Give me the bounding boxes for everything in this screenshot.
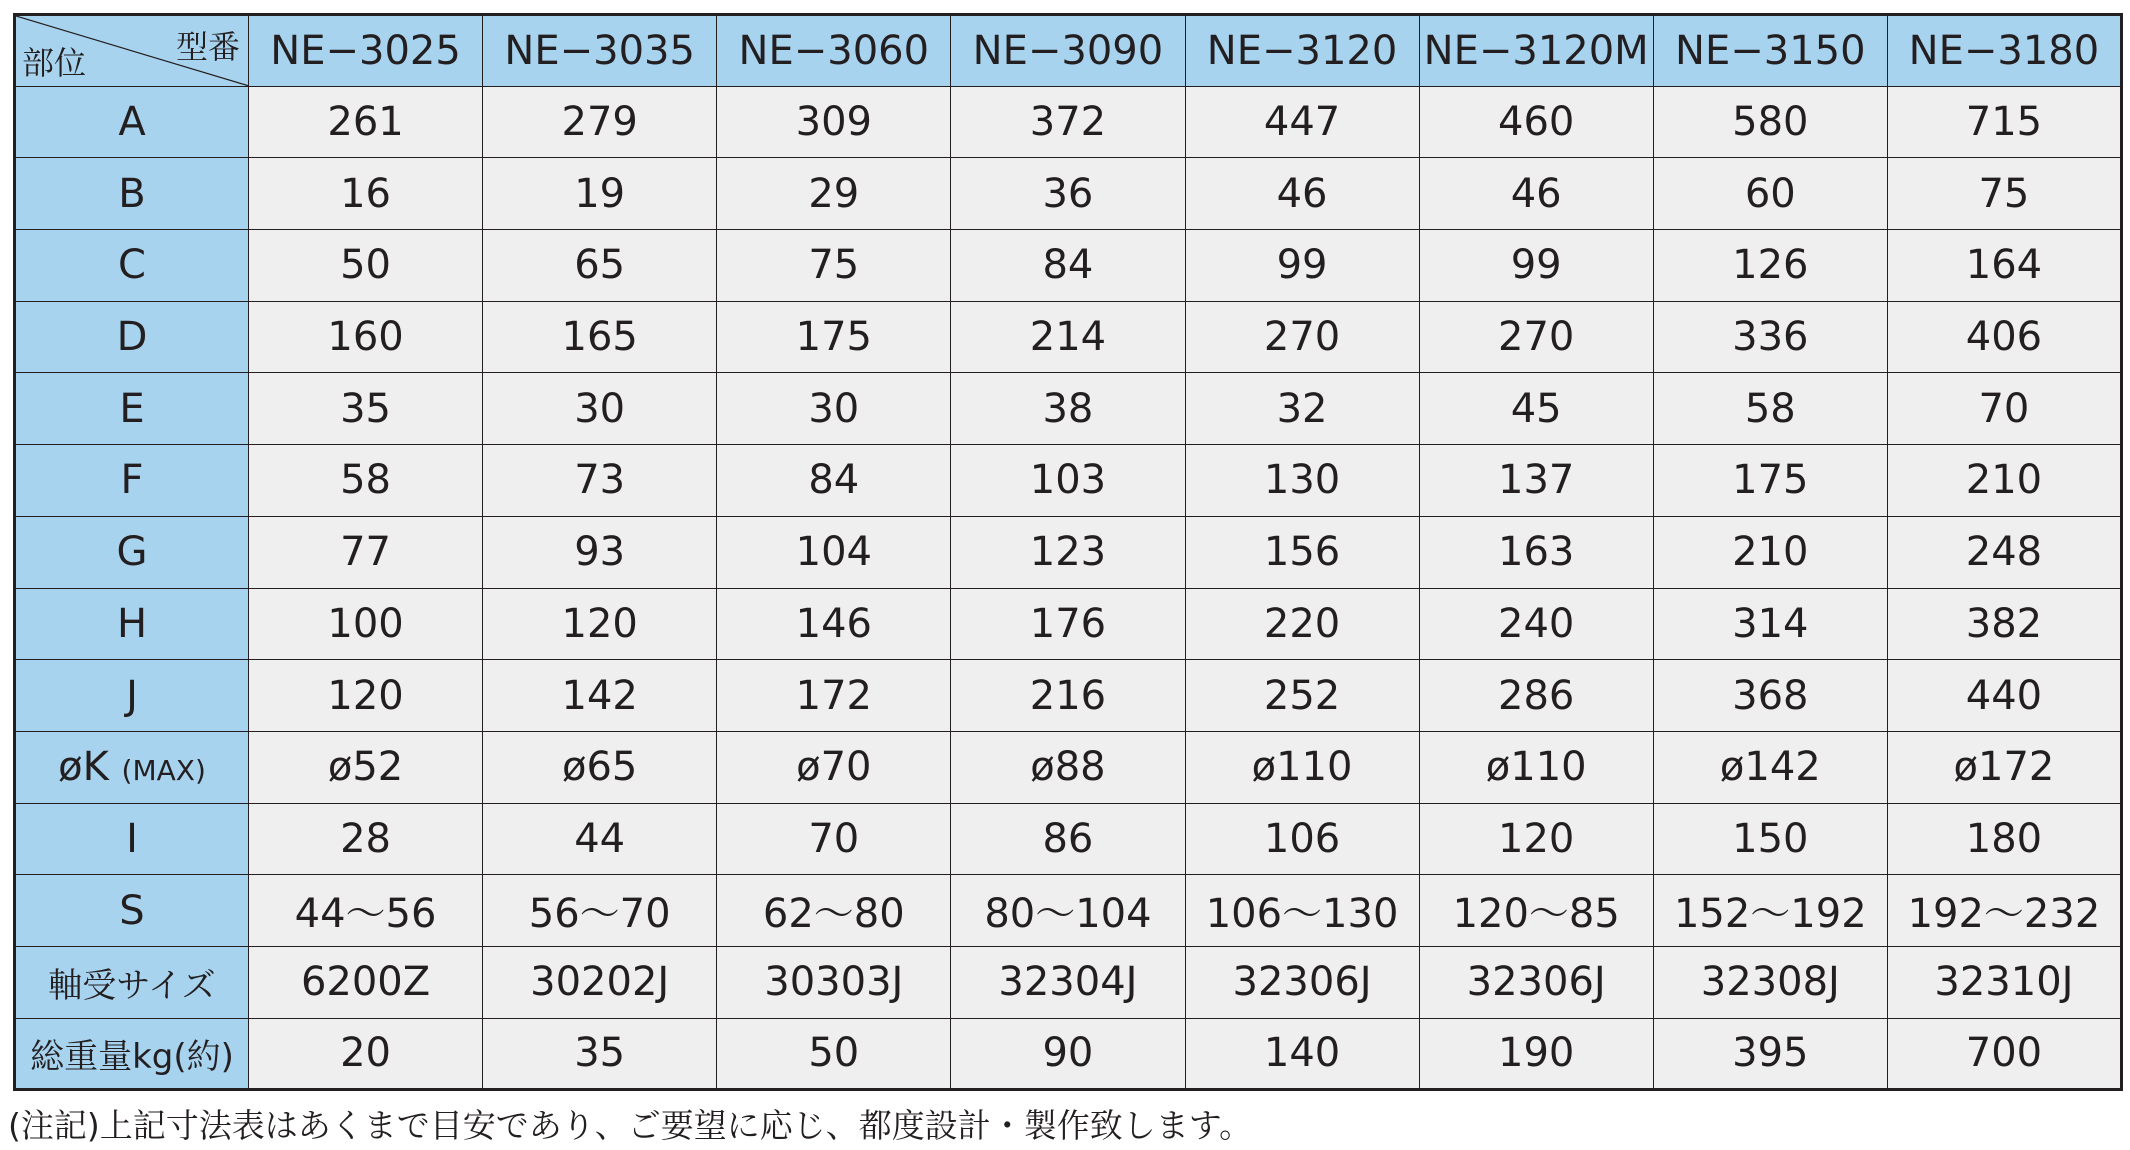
part-label — [15, 803, 249, 875]
value-cell: 395 — [1653, 1018, 1887, 1090]
part-label-text: I — [126, 815, 138, 862]
value-cell: ø52 — [249, 731, 483, 803]
part-label-text: øK — [58, 744, 109, 791]
value-cell: 32308J — [1653, 946, 1887, 1018]
value-cell: 175 — [717, 301, 951, 373]
part-label-text: B — [118, 170, 146, 217]
value-cell: 382 — [1887, 588, 2121, 660]
value-cell: ø110 — [1185, 731, 1419, 803]
value-cell: 700 — [1887, 1018, 2121, 1090]
value-cell: 314 — [1653, 588, 1887, 660]
value-cell: 140 — [1185, 1018, 1419, 1090]
value-cell: 19 — [483, 158, 717, 230]
model-header: NE−3120 — [1185, 15, 1419, 87]
value-cell: 104 — [717, 516, 951, 588]
value-cell: 30202J — [483, 946, 717, 1018]
value-cell: 216 — [951, 660, 1185, 732]
value-cell: 75 — [1887, 158, 2121, 230]
value-cell: 252 — [1185, 660, 1419, 732]
table-row — [15, 230, 2122, 302]
value-cell: 58 — [249, 445, 483, 517]
table-row — [15, 946, 2122, 1018]
value-cell: 6200Z — [249, 946, 483, 1018]
value-cell: 70 — [1887, 373, 2121, 445]
part-label — [15, 301, 249, 373]
value-cell: 309 — [717, 86, 951, 158]
model-header: NE−3180 — [1887, 15, 2121, 87]
value-cell: 75 — [717, 230, 951, 302]
part-label — [15, 660, 249, 732]
value-cell: 73 — [483, 445, 717, 517]
value-cell: ø142 — [1653, 731, 1887, 803]
part-corner-label: 部位 — [22, 43, 87, 82]
value-cell: 336 — [1653, 301, 1887, 373]
table-row — [15, 516, 2122, 588]
value-cell: 80〜104 — [951, 875, 1185, 947]
value-cell: 160 — [249, 301, 483, 373]
part-label-text: S — [119, 887, 145, 934]
value-cell: 261 — [249, 86, 483, 158]
value-cell: 50 — [717, 1018, 951, 1090]
value-cell: 180 — [1887, 803, 2121, 875]
value-cell: 46 — [1185, 158, 1419, 230]
table-row — [15, 373, 2122, 445]
part-label — [15, 373, 249, 445]
part-label — [15, 875, 249, 947]
value-cell: 38 — [951, 373, 1185, 445]
value-cell: 106 — [1185, 803, 1419, 875]
value-cell: 60 — [1653, 158, 1887, 230]
part-label — [15, 230, 249, 302]
model-header: NE−3120M — [1419, 15, 1653, 87]
model-header: NE−3150 — [1653, 15, 1887, 87]
value-cell: 45 — [1419, 373, 1653, 445]
value-cell: 123 — [951, 516, 1185, 588]
value-cell: 240 — [1419, 588, 1653, 660]
value-cell: 120 — [1419, 803, 1653, 875]
value-cell: 106〜130 — [1185, 875, 1419, 947]
part-label-text: 軸受サイズ — [48, 965, 216, 1006]
value-cell: 65 — [483, 230, 717, 302]
value-cell: 190 — [1419, 1018, 1653, 1090]
value-cell: 156 — [1185, 516, 1419, 588]
part-label-text: C — [118, 242, 146, 289]
value-cell: ø172 — [1887, 731, 2121, 803]
value-cell: 447 — [1185, 86, 1419, 158]
part-label-text: H — [116, 600, 148, 647]
part-label-text: J — [126, 672, 138, 719]
value-cell: 46 — [1419, 158, 1653, 230]
table-row — [15, 731, 2122, 803]
value-cell: 70 — [717, 803, 951, 875]
model-header: NE−3060 — [717, 15, 951, 87]
value-cell: 32310J — [1887, 946, 2121, 1018]
value-cell: 152〜192 — [1653, 875, 1887, 947]
value-cell: ø65 — [483, 731, 717, 803]
value-cell: ø70 — [717, 731, 951, 803]
value-cell: 286 — [1419, 660, 1653, 732]
model-corner-label: 型番 — [175, 28, 240, 66]
table-row — [15, 660, 2122, 732]
value-cell: 90 — [951, 1018, 1185, 1090]
value-cell: ø110 — [1419, 731, 1653, 803]
value-cell: 50 — [249, 230, 483, 302]
value-cell: 192〜232 — [1887, 875, 2121, 947]
model-header: NE−3025 — [249, 15, 483, 87]
table-row — [15, 86, 2122, 158]
table-body — [15, 86, 2122, 1090]
part-label — [15, 1018, 249, 1090]
part-label-suffix: (MAX) — [121, 754, 206, 788]
value-cell: 44〜56 — [249, 875, 483, 947]
value-cell: 176 — [951, 588, 1185, 660]
value-cell: 30 — [483, 373, 717, 445]
value-cell: ø88 — [951, 731, 1185, 803]
value-cell: 84 — [951, 230, 1185, 302]
value-cell: 29 — [717, 158, 951, 230]
value-cell: 44 — [483, 803, 717, 875]
value-cell: 210 — [1887, 445, 2121, 517]
value-cell: 214 — [951, 301, 1185, 373]
value-cell: 580 — [1653, 86, 1887, 158]
value-cell: 120〜85 — [1419, 875, 1653, 947]
part-label — [15, 731, 249, 803]
model-header: NE−3035 — [483, 15, 717, 87]
part-label — [15, 946, 249, 1018]
part-label — [15, 158, 249, 230]
value-cell: 93 — [483, 516, 717, 588]
value-cell: 165 — [483, 301, 717, 373]
value-cell: 32306J — [1419, 946, 1653, 1018]
value-cell: 270 — [1185, 301, 1419, 373]
value-cell: 130 — [1185, 445, 1419, 517]
value-cell: 368 — [1653, 660, 1887, 732]
model-header: NE−3090 — [951, 15, 1185, 87]
value-cell: 56〜70 — [483, 875, 717, 947]
value-cell: 28 — [249, 803, 483, 875]
value-cell: 62〜80 — [717, 875, 951, 947]
value-cell: 715 — [1887, 86, 2121, 158]
value-cell: 270 — [1419, 301, 1653, 373]
value-cell: 172 — [717, 660, 951, 732]
value-cell: 279 — [483, 86, 717, 158]
value-cell: 100 — [249, 588, 483, 660]
value-cell: 210 — [1653, 516, 1887, 588]
dimension-table — [13, 13, 2123, 1091]
table-row — [15, 1018, 2122, 1090]
part-label — [15, 516, 249, 588]
table-row — [15, 158, 2122, 230]
value-cell: 30 — [717, 373, 951, 445]
value-cell: 58 — [1653, 373, 1887, 445]
value-cell: 120 — [249, 660, 483, 732]
table-row — [15, 875, 2122, 947]
value-cell: 248 — [1887, 516, 2121, 588]
table-row — [15, 803, 2122, 875]
value-cell: 126 — [1653, 230, 1887, 302]
table-row — [15, 588, 2122, 660]
corner-header — [15, 15, 249, 87]
part-label-text: A — [118, 99, 146, 146]
part-label — [15, 86, 249, 158]
value-cell: 36 — [951, 158, 1185, 230]
part-label — [15, 588, 249, 660]
value-cell: 32306J — [1185, 946, 1419, 1018]
part-label-text: G — [116, 529, 148, 576]
value-cell: 460 — [1419, 86, 1653, 158]
value-cell: 163 — [1419, 516, 1653, 588]
value-cell: 120 — [483, 588, 717, 660]
value-cell: 86 — [951, 803, 1185, 875]
value-cell: 16 — [249, 158, 483, 230]
value-cell: 137 — [1419, 445, 1653, 517]
table-row — [15, 301, 2122, 373]
value-cell: 220 — [1185, 588, 1419, 660]
part-label-text: F — [120, 457, 144, 504]
value-cell: 372 — [951, 86, 1185, 158]
value-cell: 32 — [1185, 373, 1419, 445]
part-label-text: 総重量kg(約) — [30, 1036, 234, 1077]
footnote: (注記)上記寸法表はあくまで目安であり、ご要望に応じ、都度設計・製作致します。 — [8, 1106, 1253, 1145]
value-cell: 440 — [1887, 660, 2121, 732]
value-cell: 20 — [249, 1018, 483, 1090]
value-cell: 175 — [1653, 445, 1887, 517]
value-cell: 32304J — [951, 946, 1185, 1018]
value-cell: 103 — [951, 445, 1185, 517]
value-cell: 142 — [483, 660, 717, 732]
part-label-text: E — [119, 385, 145, 432]
value-cell: 406 — [1887, 301, 2121, 373]
value-cell: 77 — [249, 516, 483, 588]
part-label-text: D — [116, 314, 148, 361]
value-cell: 35 — [483, 1018, 717, 1090]
table-row — [15, 445, 2122, 517]
part-label — [15, 445, 249, 517]
value-cell: 164 — [1887, 230, 2121, 302]
value-cell: 99 — [1185, 230, 1419, 302]
value-cell: 35 — [249, 373, 483, 445]
value-cell: 99 — [1419, 230, 1653, 302]
value-cell: 146 — [717, 588, 951, 660]
value-cell: 84 — [717, 445, 951, 517]
model-header-row — [15, 15, 2122, 87]
value-cell: 30303J — [717, 946, 951, 1018]
value-cell: 150 — [1653, 803, 1887, 875]
